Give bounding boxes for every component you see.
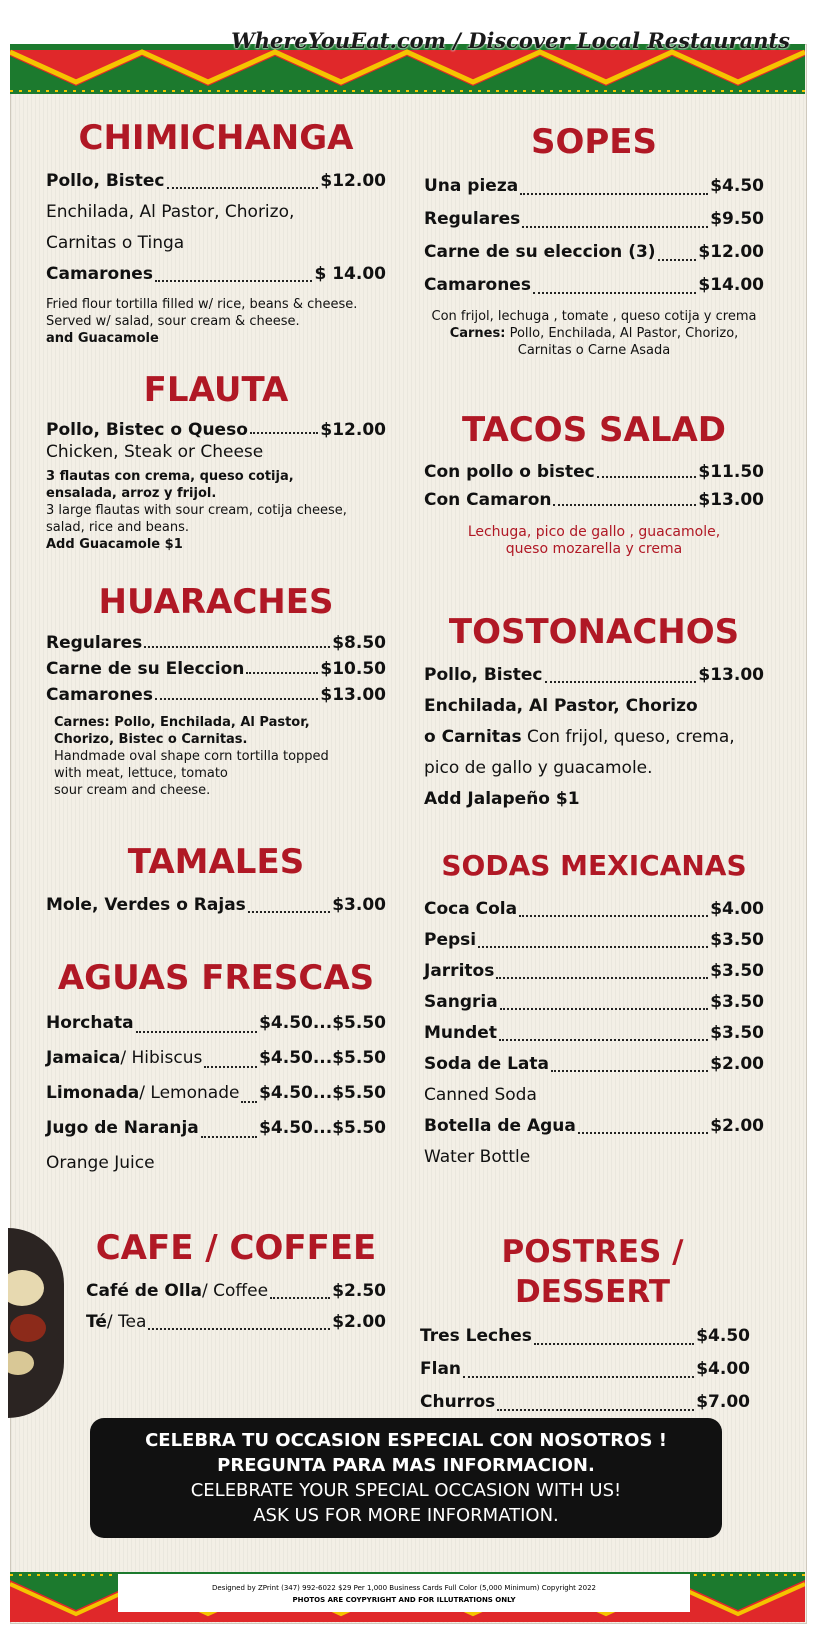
menu-item: Tres Leches $4.50	[420, 1326, 750, 1346]
menu-item: Limonada / Lemonade $4.50...$5.50	[46, 1083, 386, 1103]
section-chimichanga	[46, 118, 386, 347]
item-description: Chicken, Steak or Cheese	[46, 442, 264, 462]
menu-item: Pollo, Bistec $12.00	[46, 171, 386, 191]
menu-item: Mole, Verdes o Rajas $3.00	[46, 895, 386, 915]
menu-item: Sangria $3.50	[424, 992, 764, 1012]
menu-item: Jamaica / Hibiscus $4.50...$5.50	[46, 1048, 386, 1068]
section-aguas-frescas	[46, 958, 386, 1181]
section-tamales	[46, 842, 386, 921]
menu-item: Regulares $9.50	[424, 209, 764, 229]
item-description: Water Bottle	[424, 1147, 531, 1167]
section-title: CAFE / COFFEE	[95, 1228, 377, 1268]
section-title: FLAUTA	[143, 370, 289, 410]
menu-item: Café de Olla / Coffee $2.50	[86, 1281, 386, 1301]
section-postres	[420, 1232, 765, 1419]
food-plate-photo	[8, 1228, 64, 1418]
section-note: 3 flautas con crema, queso cotija, ensalada, arroz y frijol. 3 large flautas with sour cream, cotija cheese, salad, rice and beans. Add Guacamole $1	[46, 469, 347, 552]
menu-item: Botella de Agua $2.00	[424, 1116, 764, 1136]
section-sopes	[424, 122, 764, 359]
section-note: Fried flour tortilla filled w/ rice, beans & cheese. Served w/ salad, sour cream & cheese. and Guacamole	[46, 297, 358, 346]
menu-item: Coca Cola $4.00	[424, 899, 764, 919]
menu-item: Mundet $3.50	[424, 1023, 764, 1043]
menu-item: Carne de su Eleccion $10.50	[46, 659, 386, 679]
menu-item: Pepsi $3.50	[424, 930, 764, 950]
menu-item: Horchata $4.50...$5.50	[46, 1013, 386, 1033]
item-description: pico de gallo y guacamole.	[424, 758, 653, 778]
section-cafe	[86, 1228, 386, 1338]
menu-item: Regulares $8.50	[46, 633, 386, 653]
menu-item: Pollo, Bistec o Queso $12.00	[46, 420, 386, 440]
section-title: SODAS MEXICANAS	[441, 849, 747, 882]
menu-item: Una pieza $4.50	[424, 176, 764, 196]
section-title: TACOS SALAD	[461, 410, 727, 450]
section-tostonachos	[424, 612, 764, 815]
section-title: TAMALES	[127, 842, 305, 882]
section-note: Con frijol, lechuga , tomate , queso cotija y crema Carnes: Pollo, Enchilada, Al Pastor, Chorizo, Carnitas o Carne Asada	[431, 309, 757, 358]
section-title: SOPES	[530, 122, 658, 162]
menu-item: Carne de su eleccion (3) $12.00	[424, 242, 764, 262]
menu-item: Pollo, Bistec $13.00	[424, 665, 764, 685]
section-huaraches	[46, 582, 386, 799]
menu-item: Té / Tea $2.00	[86, 1312, 386, 1332]
item-description: Enchilada, Al Pastor, Chorizo	[424, 696, 698, 716]
item-description: Enchilada, Al Pastor, Chorizo,	[46, 202, 295, 222]
menu-item: Jugo de Naranja $4.50...$5.50	[46, 1118, 386, 1138]
section-title: POSTRES / DESSERT	[501, 1234, 684, 1310]
celebrate-banner: CELEBRA TU OCCASION ESPECIAL CON NOSOTROS ! PREGUNTA PARA MAS INFORMACION. CELEBRATE YOUR SPECIAL OCCASION WITH US! ASK US FOR MORE INFORMATION.	[90, 1418, 722, 1538]
section-note: Lechuga, pico de gallo , guacamole, queso mozarella y crema	[467, 524, 721, 557]
menu-item: Con Camaron $13.00	[424, 490, 764, 510]
menu-item: Churros $7.00	[420, 1392, 750, 1412]
item-description: Add Jalapeño $1	[424, 789, 580, 809]
footer-credits: Designed by ZPrint (347) 992-6022 $29 Per 1,000 Business Cards Full Color (5,000 Minimum) Copyright 2022 PHOTOS ARE COYPYRIGHT AND FOR ILLUTRATIONS ONLY	[118, 1574, 690, 1612]
item-description: Canned Soda	[424, 1085, 537, 1105]
menu-item: Flan $4.00	[420, 1359, 750, 1379]
item-description: Orange Juice	[46, 1153, 155, 1173]
section-title: HUARACHES	[98, 582, 334, 622]
menu-item: Soda de Lata $2.00	[424, 1054, 764, 1074]
item-description: Carnitas o Tinga	[46, 233, 185, 253]
menu-item: Camarones $13.00	[46, 685, 386, 705]
menu-item: Camarones $14.00	[424, 275, 764, 295]
menu-item: Jarritos $3.50	[424, 961, 764, 981]
menu-item: Con pollo o bistec $11.50	[424, 462, 764, 482]
section-title: TOSTONACHOS	[448, 612, 740, 652]
section-sodas	[424, 846, 764, 1173]
section-note: Carnes: Pollo, Enchilada, Al Pastor, Chorizo, Bistec o Carnitas. Handmade oval shape corn tortilla topped with meat, lettuce, tomato sour cream and cheese.	[54, 715, 329, 798]
site-watermark: WhereYouEat.com / Discover Local Restaurants	[231, 28, 790, 53]
section-title: CHIMICHANGA	[78, 118, 354, 158]
section-flauta	[46, 370, 386, 553]
section-tacos-salad	[424, 410, 764, 558]
item-description: o Carnitas Con frijol, queso, crema,	[424, 727, 735, 747]
menu-item: Camarones $ 14.00	[46, 264, 386, 284]
section-title: AGUAS FRESCAS	[57, 958, 375, 998]
